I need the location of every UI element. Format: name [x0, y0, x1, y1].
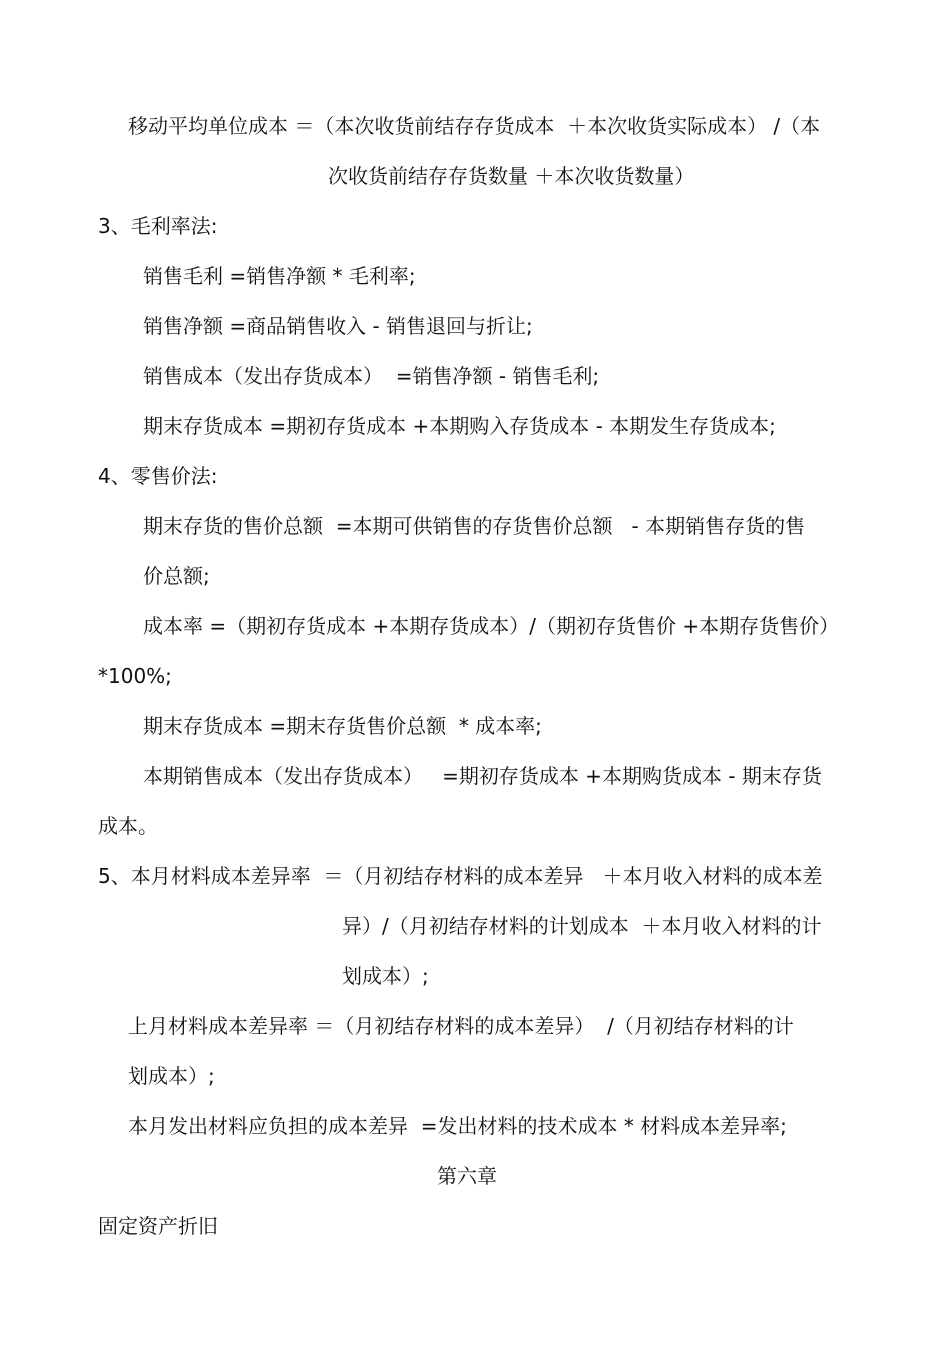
retail-heading: 4、零售价法:: [98, 464, 218, 488]
retail-item-1-line-2: 价总额;: [143, 564, 210, 588]
gross-margin-item-3: 销售成本（发出存货成本） =销售净额 - 销售毛利;: [143, 364, 600, 388]
moving-average-formula-line-1: 移动平均单位成本 ＝（本次收货前结存存货成本 ＋本次收货实际成本） /（本: [128, 114, 821, 138]
prev-month-variance-line-2: 划成本）;: [128, 1064, 215, 1088]
moving-average-formula-line-2: 次收货前结存存货数量 ＋本次收货数量）: [328, 164, 695, 188]
gross-margin-heading: 3、毛利率法:: [98, 214, 218, 238]
material-variance-heading-line-1: 5、本月材料成本差异率 ＝（月初结存材料的成本差异 ＋本月收入材料的成本差: [98, 864, 823, 888]
material-variance-heading-line-2: 异）/（月初结存材料的计划成本 ＋本月收入材料的计: [342, 914, 822, 938]
prev-month-variance-line-1: 上月材料成本差异率 ＝（月初结存材料的成本差异） /（月初结存材料的计: [128, 1014, 794, 1038]
retail-item-2-line-1: 成本率 =（期初存货成本 +本期存货成本）/（期初存货售价 +本期存货售价）: [143, 614, 840, 638]
retail-item-3: 期末存货成本 =期末存货售价总额 * 成本率;: [143, 714, 542, 738]
gross-margin-item-4: 期末存货成本 =期初存货成本 +本期购入存货成本 - 本期发生存货成本;: [143, 414, 776, 438]
retail-item-4-line-2: 成本。: [98, 814, 158, 838]
gross-margin-item-1: 销售毛利 =销售净额 * 毛利率;: [143, 264, 416, 288]
retail-item-1-line-1: 期末存货的售价总额 =本期可供销售的存货售价总额 - 本期销售存货的售: [143, 514, 806, 538]
material-variance-heading-line-3: 划成本）;: [342, 964, 429, 988]
section-title: 固定资产折旧: [98, 1214, 218, 1238]
retail-item-4-line-1: 本期销售成本（发出存货成本） =期初存货成本 +本期购货成本 - 期末存货: [143, 764, 822, 788]
gross-margin-item-2: 销售净额 =商品销售收入 - 销售退回与折让;: [143, 314, 533, 338]
issued-material-variance: 本月发出材料应负担的成本差异 =发出材料的技术成本 * 材料成本差异率;: [128, 1114, 787, 1138]
retail-item-2-line-2: *100%;: [98, 664, 172, 688]
chapter-title: 第六章: [437, 1164, 497, 1188]
